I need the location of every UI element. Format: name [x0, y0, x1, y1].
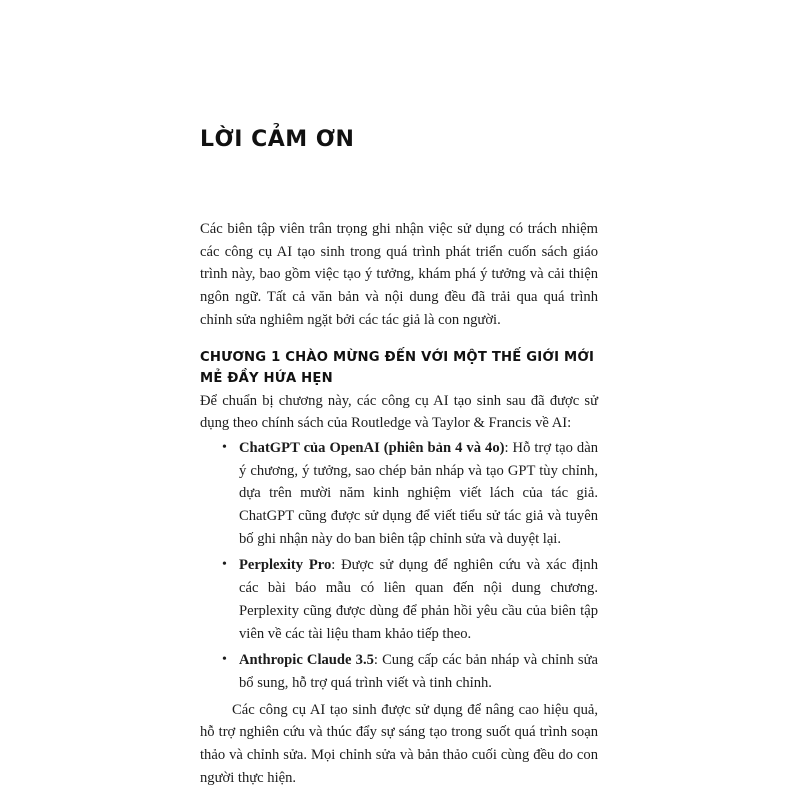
- tool-name: Anthropic Claude 3.5: [239, 652, 374, 669]
- bullet-icon: •: [222, 439, 227, 455]
- chapter-heading: CHƯƠNG 1 CHÀO MỪNG ĐẾN VỚI MỘT THẾ GIỚI MỚI MẺ ĐẦY HỨA HẸN: [200, 349, 595, 386]
- chapter-lead-paragraph: Để chuẩn bị chương này, các công cụ AI tạo sinh sau đã được sử dụng theo chính sách của Routledge và Taylor & Francis về AI:: [200, 392, 598, 432]
- page-body: [200, 218, 598, 789]
- list-item: [200, 554, 598, 645]
- closing-paragraph: Các công cụ AI tạo sinh được sử dụng để nâng cao hiệu quả, hỗ trợ nghiên cứu và thúc đẩy sự sáng tạo trong suốt quá trình soạn thảo và chỉnh sửa. Mọi chỉnh sửa và bản thảo cuối cùng đều do con người thực hiện.: [200, 701, 598, 786]
- page-title: LỜI CẢM ƠN: [200, 127, 355, 152]
- list-item: [200, 437, 598, 551]
- list-item: [200, 649, 598, 694]
- intro-paragraph: Các biên tập viên trân trọng ghi nhận việc sử dụng có trách nhiệm các công cụ AI tạo sinh trong quá trình phát triển cuốn sách giáo trình này, bao gồm việc tạo ý tưởng, khám phá ý tưởng và cải thiện ngôn ngữ. Tất cả văn bản và nội dung đều đã trải qua quá trình chỉnh sửa nghiêm ngặt bởi các tác giả là con người.: [200, 221, 598, 328]
- tool-description: : Được sử dụng để nghiên cứu và xác định các bài báo mẫu có liên quan đến nội dung chương. Perplexity cũng được dùng để phản hồi yêu cầu của biên tập viên về các tài liệu tham khảo tiếp theo.: [239, 557, 598, 642]
- tool-description: : Hỗ trợ tạo dàn ý chương, ý tưởng, sao chép bản nháp và tạo GPT tùy chỉnh, dựa trên mười năm kinh nghiệm viết lách của tác giả. ChatGPT cũng được sử dụng để viết tiểu sử tác giả và tuyên bố ghi nhận này do ban biên tập chỉnh sửa và duyệt lại.: [239, 439, 598, 547]
- bullet-icon: •: [222, 652, 227, 668]
- tool-description: : Cung cấp các bản nháp và chỉnh sửa bổ sung, hỗ trợ quá trình viết và tinh chỉnh.: [239, 652, 598, 691]
- tool-name: Perplexity Pro: [239, 557, 332, 574]
- tool-name: ChatGPT của OpenAI (phiên bản 4 và 4o): [239, 439, 505, 456]
- tool-list: [200, 437, 598, 695]
- bullet-icon: •: [222, 557, 227, 573]
